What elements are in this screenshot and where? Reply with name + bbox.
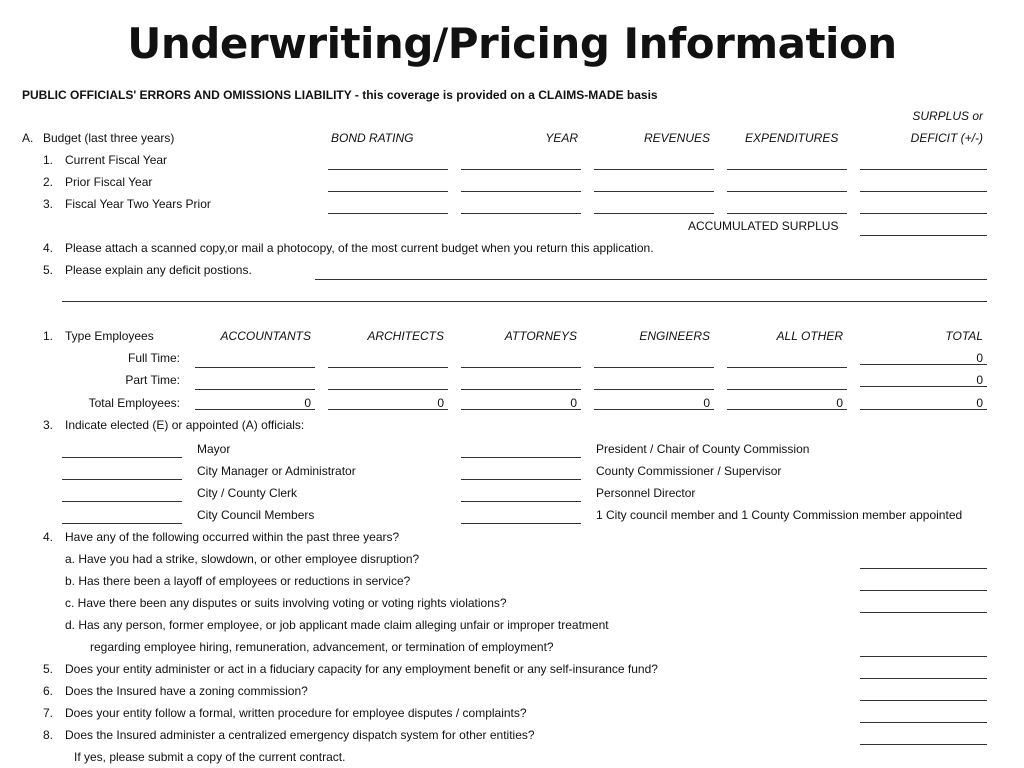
question-text: c. Have there been any disputes or suits involving voting or voting rights violations? [65, 596, 507, 610]
official-label: President / Chair of County Commission [596, 442, 810, 456]
budget-marker: A. [22, 131, 34, 145]
surplus-field[interactable] [860, 169, 987, 170]
total-architects-value: 0 [328, 396, 448, 410]
part-time-total-field[interactable]: 0 [860, 373, 987, 387]
part-time-all-other-field[interactable] [727, 376, 847, 390]
item-num: 6. [43, 684, 54, 698]
header-surplus-line2: DEFICIT (+/-) [910, 131, 983, 145]
official-value: 1 City council member and 1 County Commission member appointed [596, 508, 963, 522]
official-designation-field[interactable] [461, 457, 581, 458]
answer-field[interactable] [860, 568, 987, 569]
surplus-field[interactable] [860, 191, 987, 192]
official-label: City / County Clerk [197, 486, 298, 500]
revenues-field[interactable] [594, 213, 714, 214]
total-all-other-value: 0 [727, 396, 847, 410]
official-designation-field[interactable] [461, 501, 581, 502]
deficit-explanation-field[interactable] [315, 279, 987, 280]
part-time-architects-field[interactable] [328, 376, 448, 390]
official-label: City Council Members [197, 508, 315, 522]
answer-field[interactable] [860, 700, 987, 701]
header-revenues: REVENUES [643, 131, 710, 145]
item-num: 1. [43, 329, 54, 343]
full-time-all-other-field[interactable] [727, 354, 847, 368]
deficit-explanation-field-line2[interactable] [62, 301, 987, 302]
item-num: 7. [43, 706, 54, 720]
answer-field[interactable] [860, 656, 987, 657]
total-attorneys-value: 0 [461, 396, 581, 410]
total-engineers-value: 0 [594, 396, 714, 410]
officials-instruction: Indicate elected (E) or appointed (A) officials: [65, 418, 305, 432]
part-time-engineers-field[interactable] [594, 376, 714, 390]
answer-field[interactable] [860, 612, 987, 613]
budget-row-label: Current Fiscal Year [65, 153, 168, 167]
header-year: YEAR [545, 131, 578, 145]
col-header-total: TOTAL [945, 329, 983, 343]
year-field[interactable] [461, 169, 581, 170]
section-heading: PUBLIC OFFICIALS' ERRORS AND OMISSIONS LIABILITY - this coverage is provided on a CLAIMS-MADE basis [22, 88, 658, 102]
question-text: a. Have you had a strike, slowdown, or other employee disruption? [65, 552, 420, 566]
official-label: Mayor [197, 442, 231, 456]
budget-label: Budget (last three years) [43, 131, 175, 145]
total-total-value: 0 [860, 396, 987, 410]
accumulated-surplus-field[interactable] [860, 235, 987, 236]
header-expenditures: EXPENDITURES [745, 131, 839, 145]
question-text: Have any of the following occurred within the past three years? [65, 530, 400, 544]
official-designation-field[interactable] [62, 523, 182, 524]
accumulated-surplus-label: ACCUMULATED SURPLUS [688, 219, 839, 233]
official-label: City Manager or Administrator [197, 464, 356, 478]
expenditures-field[interactable] [727, 213, 847, 214]
budget-row-label: Prior Fiscal Year [65, 175, 153, 189]
col-header-engineers: ENGINEERS [639, 329, 710, 343]
full-time-total-field[interactable]: 0 [860, 351, 987, 365]
question-text: Does your entity follow a formal, written procedure for employee disputes / complaints? [65, 706, 527, 720]
full-time-label: Full Time: [127, 351, 180, 365]
year-field[interactable] [461, 191, 581, 192]
year-field[interactable] [461, 213, 581, 214]
item-num: 4. [43, 530, 54, 544]
official-designation-field[interactable] [62, 457, 182, 458]
question-note: If yes, please submit a copy of the current contract. [74, 750, 346, 764]
item-num: 5. [43, 662, 54, 676]
full-time-attorneys-field[interactable] [461, 354, 581, 368]
official-designation-field[interactable] [461, 479, 581, 480]
total-employees-label: Total Employees: [88, 396, 180, 410]
item-num: 3. [43, 418, 54, 432]
revenues-field[interactable] [594, 169, 714, 170]
budget-row-num: 1. [43, 153, 54, 167]
total-accountants-value: 0 [195, 396, 315, 410]
question-text: Does the Insured have a zoning commission? [65, 684, 308, 698]
header-bond-rating: BOND RATING [331, 131, 414, 145]
bond-rating-field[interactable] [328, 169, 448, 170]
budget-row-num: 2. [43, 175, 54, 189]
official-designation-field[interactable] [62, 479, 182, 480]
full-time-accountants-field[interactable] [195, 354, 315, 368]
col-header-architects: ARCHITECTS [367, 329, 444, 343]
official-label: Personnel Director [596, 486, 696, 500]
official-designation-field[interactable] [62, 501, 182, 502]
col-header-all-other: ALL OTHER [776, 329, 843, 343]
answer-field[interactable] [860, 678, 987, 679]
official-designation-field[interactable] [461, 523, 581, 524]
part-time-accountants-field[interactable] [195, 376, 315, 390]
official-label: County Commissioner / Supervisor [596, 464, 782, 478]
answer-field[interactable] [860, 590, 987, 591]
type-employees-label: Type Employees [65, 329, 154, 343]
expenditures-field[interactable] [727, 169, 847, 170]
page-title: Underwriting/Pricing Information [127, 19, 897, 68]
revenues-field[interactable] [594, 191, 714, 192]
surplus-field[interactable] [860, 213, 987, 214]
full-time-engineers-field[interactable] [594, 354, 714, 368]
part-time-attorneys-field[interactable] [461, 376, 581, 390]
question-text: b. Has there been a layoff of employees or reductions in service? [65, 574, 411, 588]
col-header-attorneys: ATTORNEYS [504, 329, 577, 343]
question-text: d. Has any person, former employee, or job applicant made claim alleging unfair or improper treatment [65, 618, 609, 632]
item-num: 5. [43, 263, 54, 277]
bond-rating-field[interactable] [328, 213, 448, 214]
question-text: Does your entity administer or act in a fiduciary capacity for any employment benefit or any self-insurance fund? [65, 662, 658, 676]
question-text: regarding employee hiring, remuneration, advancement, or termination of employment? [90, 640, 554, 654]
part-time-label: Part Time: [125, 373, 180, 387]
question-text: Does the Insured administer a centralized emergency dispatch system for other entities? [65, 728, 535, 742]
col-header-accountants: ACCOUNTANTS [220, 329, 311, 343]
attach-budget-text: Please attach a scanned copy,or mail a photocopy, of the most current budget when you return this application. [65, 241, 654, 255]
answer-field[interactable] [860, 744, 987, 745]
budget-row-label: Fiscal Year Two Years Prior [65, 197, 211, 211]
full-time-architects-field[interactable] [328, 354, 448, 368]
item-num: 8. [43, 728, 54, 742]
expenditures-field[interactable] [727, 191, 847, 192]
answer-field[interactable] [860, 722, 987, 723]
header-surplus-line1: SURPLUS or [912, 109, 983, 123]
budget-row-num: 3. [43, 197, 54, 211]
bond-rating-field[interactable] [328, 191, 448, 192]
item-num: 4. [43, 241, 54, 255]
explain-deficit-text: Please explain any deficit postions. [65, 263, 252, 277]
